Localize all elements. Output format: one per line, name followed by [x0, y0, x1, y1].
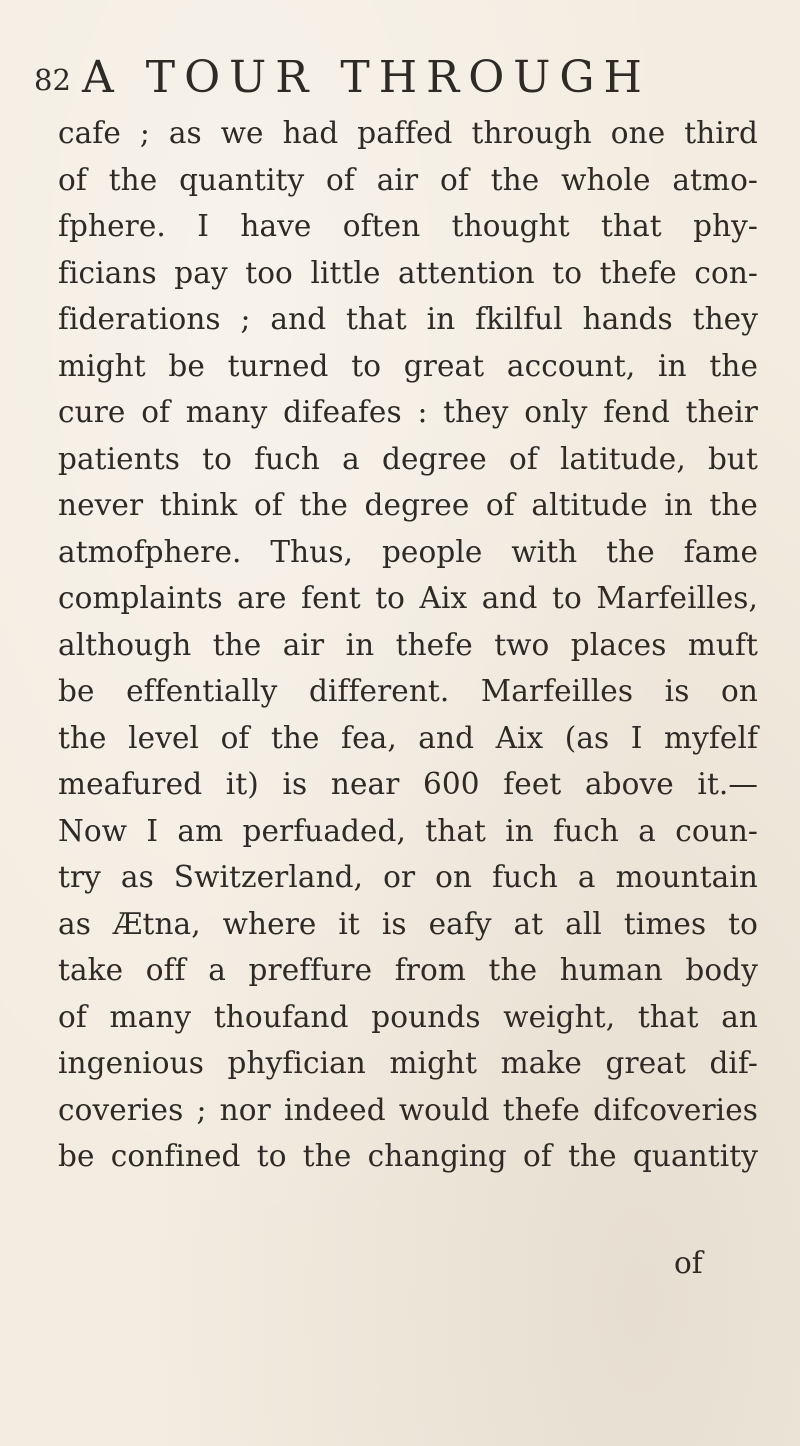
text-line: ficians pay too little attention to thefe con- — [58, 255, 758, 290]
text-line: atmofphere. Thus, people with the fame — [58, 534, 758, 569]
text-line: meafured it) is near 600 feet above it.— — [58, 767, 758, 801]
text-line: as Ætna, where it is eafy at all times to — [58, 906, 758, 941]
text-line: of the quantity of air of the whole atmo- — [58, 162, 758, 197]
text-line: of many thoufand pounds weight, that an — [58, 999, 758, 1034]
page-number: 82 — [34, 63, 71, 97]
page-header — [34, 52, 774, 112]
text-line: take off a preffure from the human body — [58, 953, 758, 987]
text-line: patients to fuch a degree of latitude, but — [58, 441, 758, 476]
text-line: never think of the degree of altitude in the — [58, 488, 758, 522]
text-line: fphere. I have often thought that phy- — [58, 209, 758, 243]
text-line: cure of many difeafes : they only fend their — [58, 395, 758, 429]
running-head: A TOUR THROUGH — [82, 52, 651, 103]
text-line: Now I am perfuaded, that in fuch a coun- — [58, 813, 758, 848]
text-line: be effentially different. Marfeilles is on — [58, 674, 758, 708]
text-line: coveries ; nor indeed would thefe difcoveries — [58, 1092, 758, 1127]
text-line: try as Switzerland, or on fuch a mountain — [58, 860, 758, 894]
body-text — [58, 110, 758, 1180]
text-line: ingenious phyfician might make great dif- — [58, 1046, 758, 1080]
catchword: of — [674, 1246, 703, 1280]
text-line: complaints are fent to Aix and to Marfeilles, — [58, 581, 758, 615]
text-line: might be turned to great account, in the — [58, 348, 758, 383]
text-line: although the air in thefe two places muft — [58, 627, 758, 662]
text-line: the level of the fea, and Aix (as I myfelf — [58, 720, 758, 755]
text-line: be confined to the changing of the quantity — [58, 1139, 758, 1173]
text-line: fiderations ; and that in fkilful hands they — [58, 302, 758, 336]
text-line: cafe ; as we had paffed through one third — [58, 116, 758, 150]
